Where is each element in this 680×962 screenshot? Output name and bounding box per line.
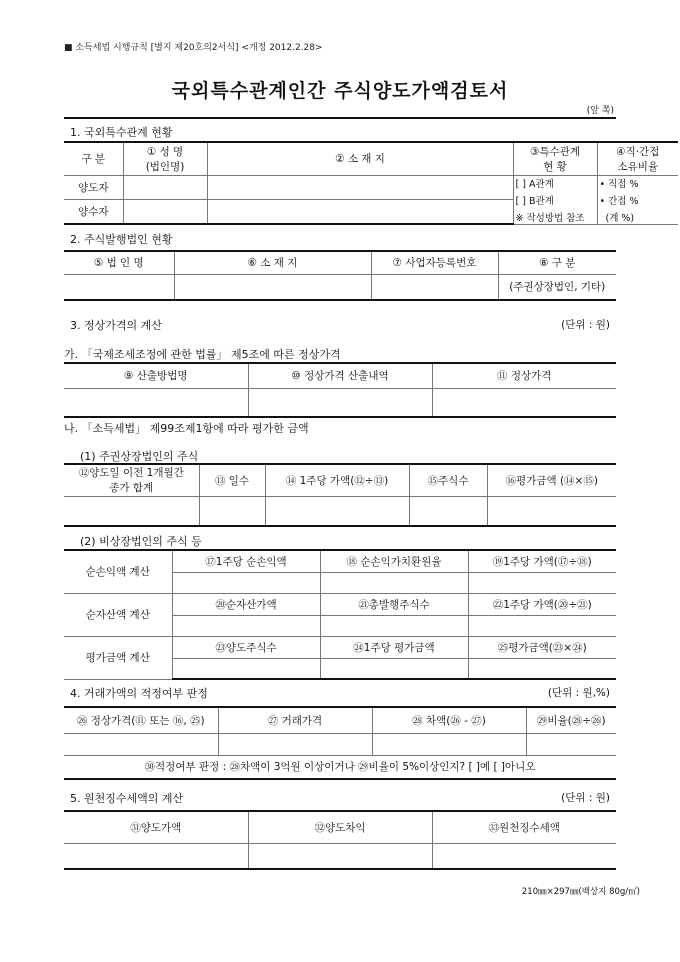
relation-note: ※ 작성방법 참조	[515, 212, 585, 224]
section-1-title: 1. 국외특수관계 현황	[70, 126, 173, 139]
closing-sum-field[interactable]	[64, 496, 199, 526]
ratio-total[interactable]: (계 %)	[605, 212, 635, 224]
eval-amount-field[interactable]	[468, 658, 616, 679]
col-issuer-category: ⑧ 구 분	[498, 251, 616, 274]
calc-detail-field[interactable]	[248, 388, 432, 417]
col-ownership: ④직·간접 소유비율	[597, 142, 678, 175]
transfer-gain-field[interactable]	[248, 843, 432, 869]
issuer-table	[64, 250, 616, 301]
col-income-value: ⑲1주당 가액(⑰÷⑱)	[468, 550, 616, 572]
method-field[interactable]	[64, 388, 248, 417]
page-title: 국외특수관계인간 주식양도가액검토서	[171, 80, 509, 102]
ownership-ratio-fields[interactable]	[597, 175, 678, 224]
col-capitalization-rate: ⑱ 순손익가치환원율	[320, 550, 468, 572]
ratio-direct[interactable]: • 직접 %	[599, 178, 639, 190]
col-difference: ㉘ 차액(㉖ - ㉗)	[372, 707, 526, 733]
arms-length-table	[64, 362, 616, 418]
valuation-field[interactable]	[487, 496, 616, 526]
listed-subtitle: (1) 주권상장법인의 주식	[80, 450, 199, 463]
transaction-price-field[interactable]	[218, 733, 372, 755]
buyer-name-field[interactable]	[123, 200, 207, 225]
section-5-unit: (단위 : 원)	[561, 792, 610, 804]
seller-address-field[interactable]	[207, 175, 513, 200]
col-asset-value: ㉒1주당 가액(⑳÷㉑)	[468, 593, 616, 615]
title-rule	[64, 117, 616, 119]
col-price-per-share: ⑭ 1주당 가액(⑫÷⑬)	[265, 464, 409, 496]
row-net-income: 순손익액 계산	[64, 550, 172, 593]
price-per-share-field[interactable]	[265, 496, 409, 526]
net-asset-field[interactable]	[172, 615, 320, 636]
adequacy-judgement[interactable]: ㉚적정여부 판정 : ㉘차액이 3억원 이상이거나 ㉙비율이 5%이상인지? [ ]예 [ ]아니오	[64, 755, 616, 779]
listed-stock-table	[64, 463, 616, 527]
col-net-income-per-share: ⑰1주당 순손익액	[172, 550, 320, 572]
col-business-number: ⑦ 사업자등록번호	[371, 251, 498, 274]
col-transfer-price: ㉛양도가액	[64, 811, 248, 843]
page-side-label: (앞 쪽)	[586, 106, 614, 116]
total-shares-field[interactable]	[320, 615, 468, 636]
subsection-b-title: 나. 「소득세법」 제99조제1항에 따라 평가한 금액	[64, 422, 309, 435]
section-4-unit: (단위 : 원,%)	[547, 687, 610, 699]
row-net-asset: 순자산액 계산	[64, 593, 172, 636]
ratio-field[interactable]	[526, 733, 616, 755]
eval-per-share-field[interactable]	[320, 658, 468, 679]
col-issuer-name: ⑤ 법 인 명	[64, 251, 174, 274]
issuer-address-field[interactable]	[174, 274, 371, 300]
section-3-unit: (단위 : 원)	[561, 319, 610, 331]
share-count-field[interactable]	[409, 496, 487, 526]
capitalization-rate-field[interactable]	[320, 572, 468, 593]
business-number-field[interactable]	[371, 274, 498, 300]
col-closing-sum: ⑫양도일 이전 1개월간 종가 합계	[64, 464, 199, 496]
net-income-field[interactable]	[172, 572, 320, 593]
row-buyer: 양수자	[64, 200, 123, 225]
issuer-name-field[interactable]	[64, 274, 174, 300]
col-share-count: ⑮주식수	[409, 464, 487, 496]
normal-price-field[interactable]	[64, 733, 218, 755]
col-address: ② 소 재 지	[207, 142, 513, 175]
row-seller: 양도자	[64, 175, 123, 200]
section-5-title: 5. 원천징수세액의 계산	[70, 792, 184, 805]
col-total-shares: ㉑총발행주식수	[320, 593, 468, 615]
col-days: ⑬ 일수	[199, 464, 265, 496]
special-relation-table	[64, 141, 678, 225]
col-transfer-gain: ㉜양도차익	[248, 811, 432, 843]
relation-a-checkbox[interactable]: [ ] A관계	[515, 178, 554, 190]
section-2-title: 2. 주식발행법인 현황	[70, 233, 173, 246]
section-4-title: 4. 거래가액의 적정여부 판정	[70, 687, 208, 700]
transferred-shares-field[interactable]	[172, 658, 320, 679]
form-reference: ■ 소득세법 시행규칙 [별지 제20호의2서식] <개정 2012.2.28>	[64, 43, 323, 53]
section-3-title: 3. 정상가격의 계산	[70, 319, 162, 332]
col-eval-amount: ㉕평가금액(㉓×㉔)	[468, 636, 616, 658]
relation-checkboxes[interactable]	[513, 175, 597, 224]
row-evaluation: 평가금액 계산	[64, 636, 172, 679]
relation-b-checkbox[interactable]: [ ] B관계	[515, 195, 554, 207]
col-net-asset: ⑳순자산가액	[172, 593, 320, 615]
days-field[interactable]	[199, 496, 265, 526]
col-transaction-price: ㉗ 거래가격	[218, 707, 372, 733]
adequacy-table	[64, 706, 616, 780]
buyer-address-field[interactable]	[207, 200, 513, 225]
col-valuation: ⑯평가금액 (⑭×⑮)	[487, 464, 616, 496]
col-relation: ③특수관계 현 황	[513, 142, 597, 175]
difference-field[interactable]	[372, 733, 526, 755]
col-withholding-tax: ㉝원천징수세액	[432, 811, 616, 843]
col-name: ① 성 명 (법인명)	[123, 142, 207, 175]
col-ratio: ㉙비율(㉘÷㉖)	[526, 707, 616, 733]
col-method: ⑨ 산출방법명	[64, 363, 248, 388]
ratio-indirect[interactable]: • 간접 %	[599, 195, 639, 207]
unlisted-stock-table	[64, 549, 616, 680]
paper-spec: 210㎜×297㎜(백상지 80g/㎡)	[521, 887, 640, 897]
unlisted-subtitle: (2) 비상장법인의 주식 등	[80, 535, 202, 548]
seller-name-field[interactable]	[123, 175, 207, 200]
transfer-price-field[interactable]	[64, 843, 248, 869]
col-normal-price: ㉖ 정상가격(⑪ 또는 ⑯, ㉕)	[64, 707, 218, 733]
col-eval-per-share: ㉔1주당 평가금액	[320, 636, 468, 658]
col-transferred-shares: ㉓양도주식수	[172, 636, 320, 658]
withholding-table	[64, 810, 616, 870]
withholding-tax-field[interactable]	[432, 843, 616, 869]
col-calc-detail: ⑩ 정상가격 산출내역	[248, 363, 432, 388]
col-issuer-address: ⑥ 소 재 지	[174, 251, 371, 274]
col-arms-length-price: ⑪ 정상가격	[432, 363, 616, 388]
asset-value-field[interactable]	[468, 615, 616, 636]
arms-length-price-field[interactable]	[432, 388, 616, 417]
income-value-field[interactable]	[468, 572, 616, 593]
issuer-category-value[interactable]: (주권상장법인, 기타)	[498, 274, 616, 300]
col-category: 구 분	[64, 142, 123, 175]
subsection-a-title: 가. 「국제조세조정에 관한 법률」 제5조에 따른 정상가격	[64, 348, 341, 361]
